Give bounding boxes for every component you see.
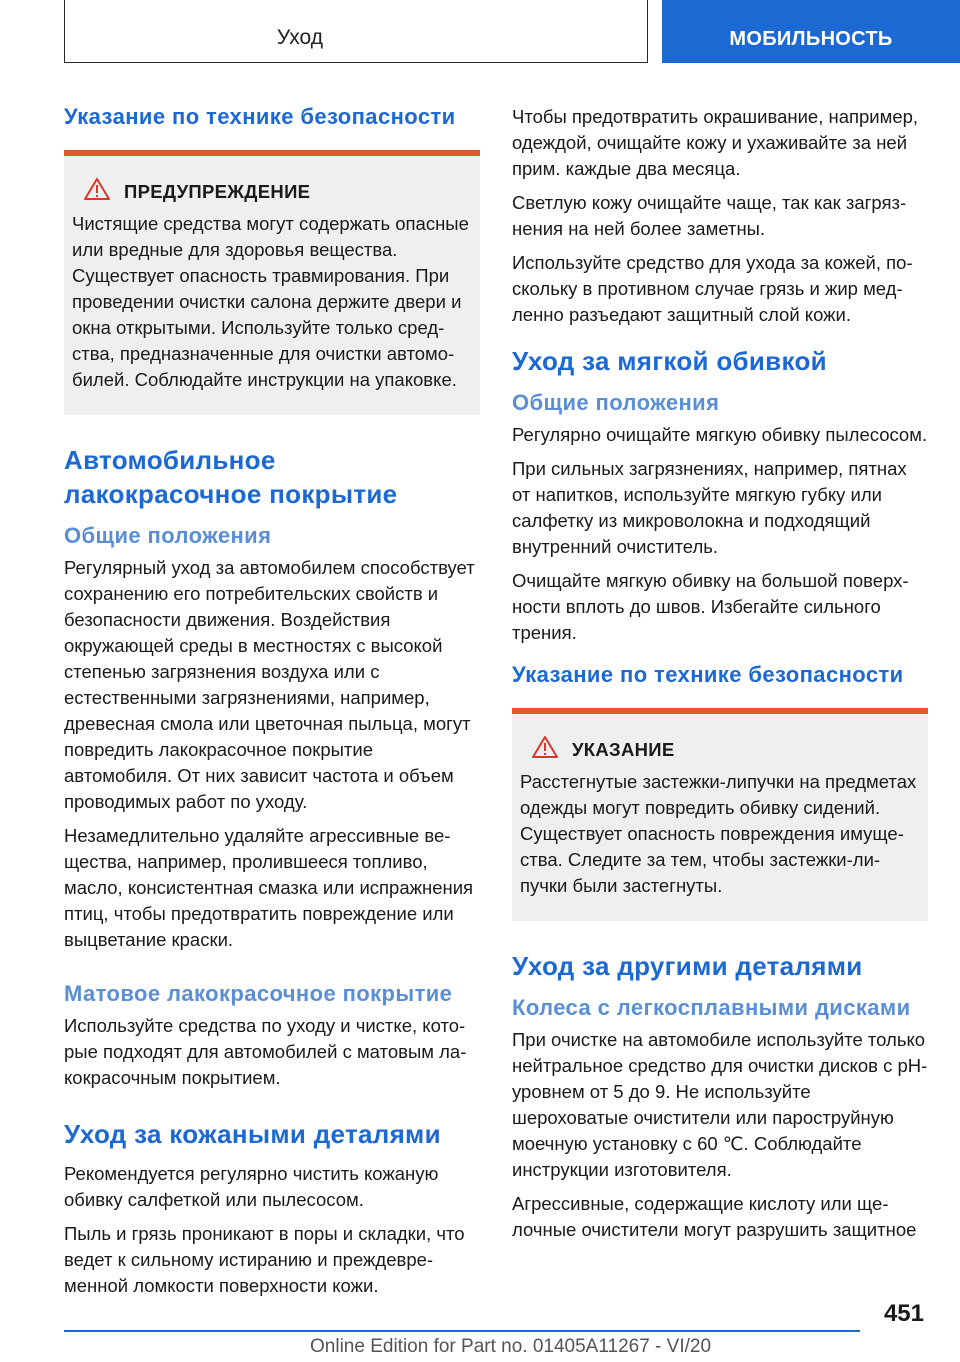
page-number: 451 [883,1300,924,1327]
warning-header [84,178,472,205]
upholstery-heading: Уход за мягкой обивкой [512,346,827,376]
right-column [512,104,928,1251]
upholstery-paragraph-2: При сильных загрязнениях, например, пятнах от напитков, используйте мягкую губку или салфетку из микроволокна и подходящий внутренний очиститель. [512,458,907,557]
header-frame [64,0,648,63]
paint-general-heading: Общие положения [64,523,272,548]
leather-paragraph-5: Используйте средство для ухода за кожей, поскольку в противном случае грязь и жир медленно разъедают защитный слой кожи. [512,252,913,325]
header-section-title: Уход [276,26,323,49]
matte-paragraph: Используйте средства по уходу и чистке, которые подходят для автомобилей с матовым лакокрасочным покрытием. [64,1015,467,1088]
leather-paragraph-3: Чтобы предотвратить окрашивание, например, одеждой, очищайте кожу и ухаживайте за ней прим. каждые два месяца. [512,106,919,179]
header-chapter-tab[interactable]: МОБИЛЬНОСТЬ [662,0,960,63]
warning-triangle-icon [532,736,558,763]
leather-paragraph-2: Пыль и грязь проникают в поры и складки, что ведет к сильному истиранию и преждевременной ломкости поверхности кожи. [64,1223,465,1296]
upholstery-general-heading: Общие положения [512,390,720,415]
upholstery-paragraph-1: Регулярно очищайте мягкую обивку пылесосом. [512,424,928,445]
left-column [64,104,480,1307]
other-parts-heading: Уход за другими деталями [512,951,863,981]
leather-paragraph-4: Светлую кожу очищайте чаще, так как загрязнения на ней более заметны. [512,192,907,239]
notice-text: Расстегнутые застежки-липучки на предметах одежды могут повредить обивку сидений. Существует опасность повреждения имущества. Следите за тем, чтобы застежки-липучки были застегнуты. [520,771,917,896]
footer-edition: Online Edition for Part no. 01405A11267 - VI/20 [310,1336,712,1357]
paint-paragraph-1: Регулярный уход за автомобилем способствует сохранению его потребительских свойств и безопасности движения. Воздействия окружающей среды в местностях с высокой степенью загрязнения воздуха или с естественными загрязнениями, например, древесная смола или цветочная пыльца, могут повредить лакокрасочное покрытие автомобиля. От них зависит частота и объем проводимых работ по уходу. [64,557,475,812]
leather-paragraph-1: Рекомендуется регулярно чистить кожаную обивку салфеткой или пылесосом. [64,1163,439,1210]
matte-heading: Матовое лакокрасочное покрытие [64,981,453,1006]
warning-box [64,150,480,415]
safety-heading: Указание по технике безопасности [64,104,456,129]
notice-title: УКАЗАНИЕ [572,738,675,760]
leather-heading: Уход за кожаными деталями [64,1119,441,1149]
notice-box [512,708,928,921]
wheels-paragraph-2: Агрессивные, содержащие кислоту или щелочные очистители могут разрушить защитное [512,1193,917,1240]
notice-header [532,736,920,763]
paint-heading: Автомобильное лакокрасочное покрытие [64,445,398,509]
wheels-heading: Колеса с легкосплавными дисками [512,995,911,1020]
safety-heading-right: Указание по технике безопасности [512,662,904,687]
footer-divider [64,1330,860,1332]
warning-text: Чистящие средства могут содержать опасные или вредные для здоровья вещества. Существует опасность травмирования. При проведении очистки салона держите двери и окна открытыми. Используйте только средства, предназначенные для очистки автомобилей. Соблюдайте инструкции на упаковке. [72,213,469,390]
upholstery-paragraph-3: Очищайте мягкую обивку на большой поверхности вплоть до швов. Избегайте сильного трения. [512,570,909,643]
warning-title: ПРЕДУПРЕЖДЕНИЕ [124,180,311,202]
warning-triangle-icon [84,178,110,205]
wheels-paragraph-1: При очистке на автомобиле используйте только нейтральное средство для очистки дисков с pH-уровнем от 5 до 9. Не используйте шероховатые очистители или пароструйную моечную установку с 60 ℃. Соблюдайте инструкции изготовителя. [512,1029,928,1180]
paint-paragraph-2: Незамедлительно удаляйте агрессивные вещества, например, пролившееся топливо, масло, консистентная смазка или испражнения птиц, чтобы предотвратить повреждение или выцветание краски. [64,825,474,950]
